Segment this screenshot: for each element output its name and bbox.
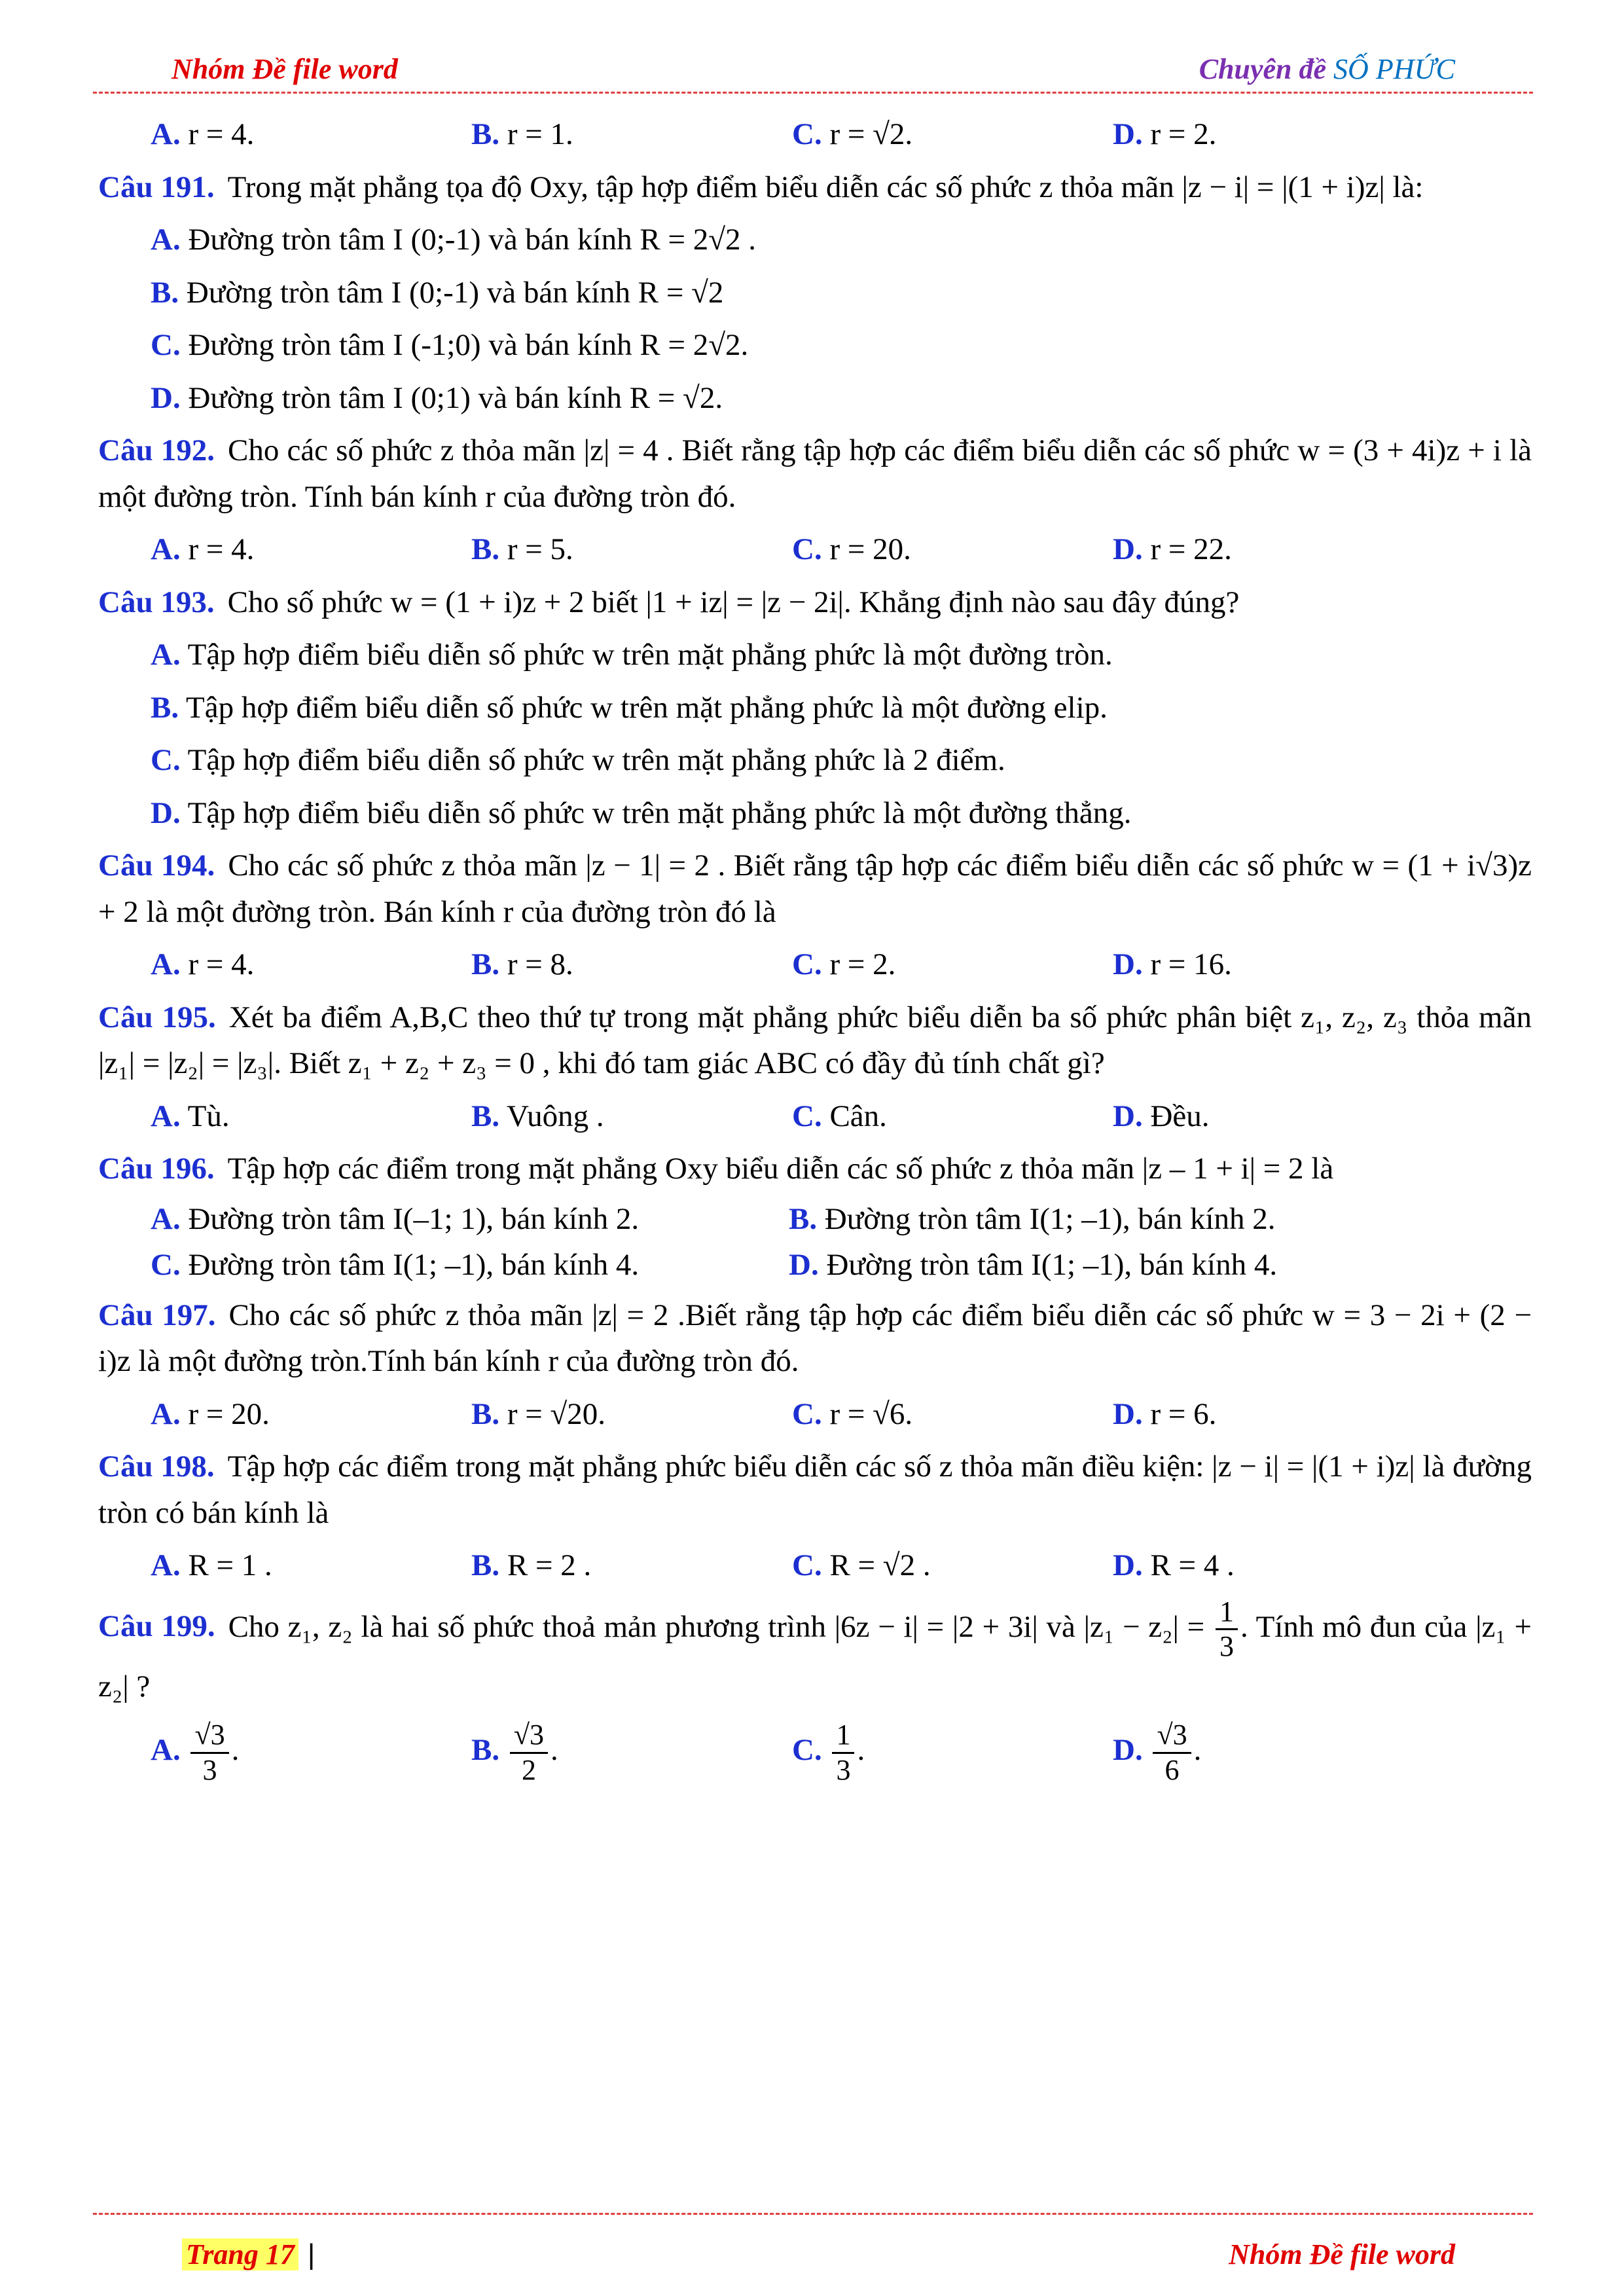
option-c: C. r = 20. <box>792 532 911 566</box>
option-b: B. Tập hợp điểm biểu diễn số phức w trên mặt phẳng phức là một đường elip. <box>151 690 1108 725</box>
question-193 <box>98 579 1532 837</box>
option-d: D. Tập hợp điểm biểu diễn số phức w trên mặt phẳng phức là một đường thẳng. <box>151 795 1132 830</box>
footer-divider <box>93 2213 1533 2215</box>
footer-page: Trang 17 | <box>182 2238 315 2271</box>
option-a: A. R = 1 . <box>151 1548 272 1582</box>
option-b: B. R = 2 . <box>471 1548 592 1582</box>
option-a: A. r = 4. <box>151 947 255 981</box>
options <box>98 1391 1532 1438</box>
question-197 <box>98 1292 1532 1438</box>
question-text: Cho các số phức z thỏa mãn |z − 1| = 2 . Biết rằng tập hợp các điểm biểu diễn các số phức w = (1 + i√3)z + 2 là một đường tròn. Bán kính r của đường tròn đó là <box>98 848 1532 929</box>
option-c: C. r = 2. <box>792 947 896 981</box>
option-b: B. Vuông . <box>471 1099 604 1133</box>
option-c: C. Tập hợp điểm biểu diễn số phức w trên mặt phẳng phức là 2 điểm. <box>151 743 1005 777</box>
question-number: Câu 195. <box>98 1000 216 1034</box>
option-d: D. Đường tròn tâm I(1; –1), bán kính 4. <box>789 1248 1278 1282</box>
option-a: A. r = 4. <box>151 532 255 566</box>
option-d: D. Đều. <box>1113 1099 1210 1133</box>
question-text: Tập hợp các điểm trong mặt phẳng Oxy biểu diễn các số phức z thỏa mãn |z – 1 + i| = 2 là <box>227 1152 1334 1186</box>
question-number: Câu 197. <box>98 1298 216 1332</box>
options <box>98 1093 1532 1140</box>
options <box>98 526 1532 573</box>
option-b: B. r = 5. <box>471 532 573 566</box>
question-number: Câu 191. <box>98 170 215 204</box>
question-196 <box>98 1146 1532 1288</box>
question-text: Cho số phức w = (1 + i)z + 2 biết |1 + iz| = |z − 2i|. Khẳng định nào sau đây đúng? <box>227 585 1240 619</box>
option-c: C. Đường tròn tâm I (-1;0) và bán kính R = 2√2. <box>151 328 749 362</box>
question-199: Câu 199. Cho z₁, z₂ là hai số phức thoả mản phương trình |6z − i| = |2 + 3i| và |z₁ − z₂| = $\frac{1}{3}$ . Tính mô đun của |z₁ + z₂| ? A. $\frac{√3}{3}$ . B. $\frac{√3}{2}$ . C. $\frac{1}{3}$ . D. $\frac{√3}{6}$ . <box>98 1595 1532 1786</box>
question-number: Câu 193. <box>98 585 215 619</box>
options <box>98 1719 1532 1787</box>
previous-question-options <box>98 111 1532 158</box>
page-number: Trang 17 <box>182 2238 298 2270</box>
option-d: D. Đường tròn tâm I (0;1) và bán kính R = √2. <box>151 380 723 415</box>
option-d: D. R = 4 . <box>1113 1548 1235 1582</box>
question-number: Câu 199. <box>98 1609 215 1644</box>
question-194 <box>98 843 1532 988</box>
question-number: Câu 194. <box>98 848 215 883</box>
option-b: B. $\frac{√3}{2}$ . <box>471 1719 558 1786</box>
option-c: C. $\frac{1}{3}$ . <box>792 1719 865 1786</box>
options <box>98 941 1532 988</box>
option: D. r = 2. <box>1113 117 1217 151</box>
option: B. r = 1. <box>471 117 573 151</box>
header-topic: Chuyên đề SỐ PHỨC <box>1199 53 1455 85</box>
option-a: A. Tù. <box>151 1099 230 1133</box>
option-c: C. Cân. <box>792 1099 887 1133</box>
fraction: $\frac{1}{3}$ <box>1216 1595 1238 1664</box>
option: A. r = 4. <box>151 117 255 151</box>
options <box>98 1542 1532 1589</box>
question-number: Câu 192. <box>98 433 215 467</box>
header-topic-highlight: SỐ PHỨC <box>1333 53 1455 85</box>
footer-group-name: Nhóm Đề file word <box>1229 2238 1455 2270</box>
option-d: D. r = 16. <box>1113 947 1232 981</box>
question-text: Cho z₁, z₂ là hai số phức thoả mản phương trình |6z − i| = |2 + 3i| và |z₁ − z₂| = <box>228 1609 1205 1644</box>
header-group-name: Nhóm Đề file word <box>171 53 398 85</box>
option-d: D. $\frac{√3}{6}$ . <box>1113 1719 1202 1786</box>
option-b: B. r = 8. <box>471 947 573 981</box>
question-number: Câu 196. <box>98 1152 215 1186</box>
option-b: B. Đường tròn tâm I(1; –1), bán kính 2. <box>789 1201 1276 1236</box>
question-191 <box>98 164 1532 422</box>
question-192 <box>98 428 1532 573</box>
option-a: A. Tập hợp điểm biểu diễn số phức w trên mặt phẳng phức là một đường tròn. <box>151 638 1113 672</box>
option-b: B. Đường tròn tâm I (0;-1) và bán kính R = √2 <box>151 275 724 310</box>
question-list <box>98 105 1532 1793</box>
question-text: Trong mặt phẳng tọa độ Oxy, tập hợp điểm biểu diễn các số phức z thỏa mãn |z − i| = |(1 + i)z| là: <box>227 170 1424 204</box>
option-a: A. Đường tròn tâm I (0;-1) và bán kính R = 2√2 . <box>151 223 757 257</box>
option-c: C. Đường tròn tâm I(1; –1), bán kính 4. <box>151 1248 640 1282</box>
question-195 <box>98 994 1532 1140</box>
options <box>98 1196 1532 1288</box>
question-text: Xét ba điểm A,B,C theo thứ tự trong mặt phẳng phức biểu diễn ba số phức phân biệt z₁, z₂, z₃ thỏa mãn |z₁| = |z₂| = |z₃|. Biết z₁ + z₂ + z₃ = 0 , khi đó tam giác ABC có đầy đủ tính chất gì? <box>98 1000 1532 1080</box>
option-a: A. $\frac{√3}{3}$ . <box>151 1719 240 1786</box>
option-b: B. r = √20. <box>471 1396 606 1431</box>
option-a: A. Đường tròn tâm I(–1; 1), bán kính 2. <box>151 1201 640 1236</box>
option-c: C. r = √6. <box>792 1396 913 1431</box>
question-198 <box>98 1444 1532 1589</box>
question-number: Câu 198. <box>98 1449 215 1484</box>
option-d: D. r = 6. <box>1113 1396 1217 1431</box>
header-divider <box>93 92 1533 94</box>
option-a: A. r = 20. <box>151 1396 270 1431</box>
option-c: C. R = √2 . <box>792 1548 931 1582</box>
question-text: Cho các số phức z thỏa mãn |z| = 4 . Biết rằng tập hợp các điểm biểu diễn các số phức w = (3 + 4i)z + i là một đường tròn. Tính bán kính r của đường tròn đó. <box>98 433 1532 514</box>
option-d: D. r = 22. <box>1113 532 1232 566</box>
question-text: Cho các số phức z thỏa mãn |z| = 2 .Biết rằng tập hợp các điểm biểu diễn các số phức w = 3 − 2i + (2 − i)z là một đường tròn.Tính bán kính r của đường tròn đó. <box>98 1298 1532 1378</box>
question-text: Tập hợp các điểm trong mặt phẳng phức biểu diễn các số z thỏa mãn điều kiện: |z − i| = |(1 + i)z| là đường tròn có bán kính là <box>98 1449 1532 1530</box>
option: C. r = √2. <box>792 117 913 151</box>
